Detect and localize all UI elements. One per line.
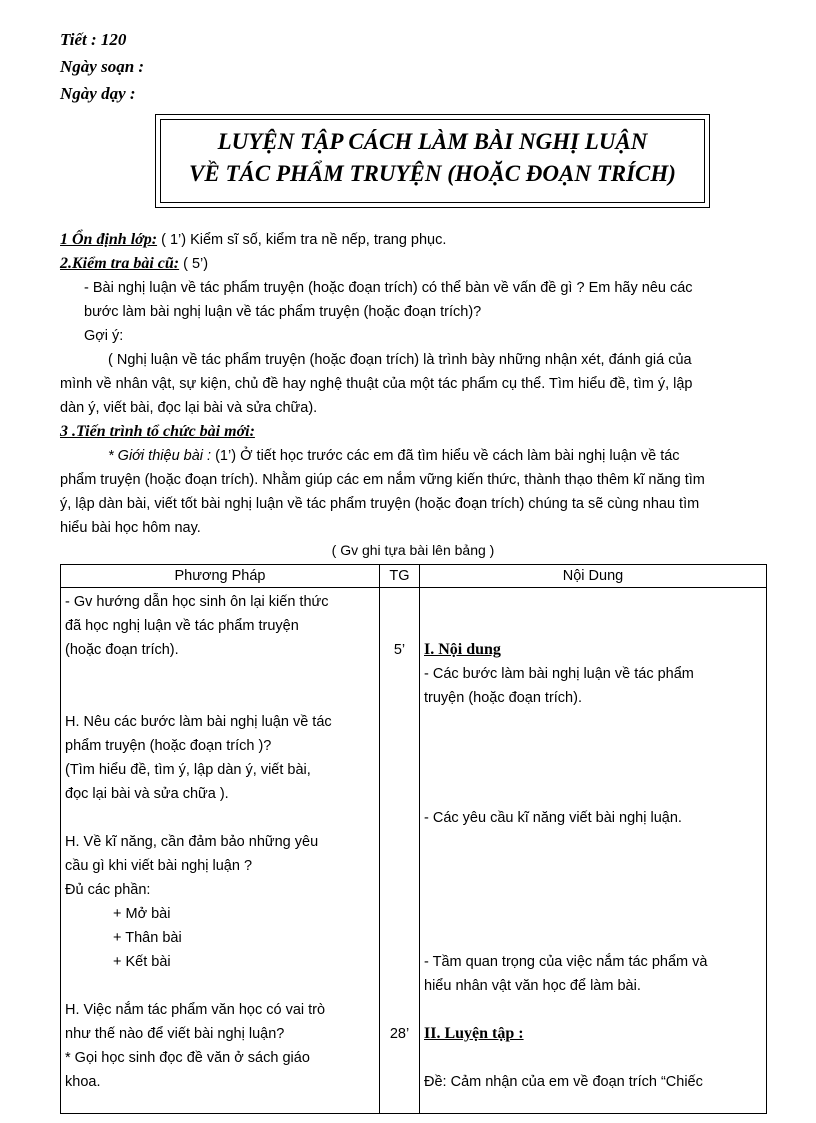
section-2-time: ( 5’) — [179, 256, 209, 272]
time-value-2: 28’ — [389, 1026, 410, 1042]
method-line: + Thân bài — [113, 930, 182, 946]
method-line: * Gọi học sinh đọc đề văn ở sách giáo — [65, 1050, 310, 1066]
teach-date: Ngày dạy : — [60, 84, 136, 103]
title-line-1: LUYỆN TẬP CÁCH LÀM BÀI NGHỊ LUẬN — [217, 129, 648, 154]
method-line: Đủ các phần: — [65, 882, 151, 898]
question-line-2: bước làm bài nghị luận về tác phẩm truyện (hoặc đoạn trích)? — [84, 304, 482, 320]
lesson-table — [60, 564, 767, 1114]
header-content: Nội Dung — [420, 565, 767, 588]
table-header-row — [61, 565, 767, 588]
intro-line-1: (1’) Ở tiết học trước các em đã tìm hiểu về cách làm bài nghị luận về tác — [211, 448, 680, 464]
content-line: truyện (hoặc đoạn trích). — [424, 690, 582, 706]
title-box — [155, 114, 710, 208]
title-line-2: VỀ TÁC PHẨM TRUYỆN (HOẶC ĐOẠN TRÍCH) — [189, 161, 676, 186]
table-body-row — [61, 588, 767, 1114]
answer-line-2: mình về nhân vật, sự kiện, chủ đề hay nghệ thuật của một tác phẩm cụ thể. Tìm hiểu đề, tìm ý, lập — [60, 376, 693, 392]
section-2-heading: 2.Kiểm tra bài cũ: — [60, 255, 180, 272]
table-caption: ( Gv ghi tựa bài lên bảng ) — [331, 542, 495, 558]
prep-date: Ngày soạn : — [60, 57, 145, 76]
method-line: đã học nghị luận về tác phẩm truyện — [65, 618, 299, 634]
section-3-heading: 3 .Tiến trình tổ chức bài mới: — [60, 423, 255, 440]
method-line: đọc lại bài và sửa chữa ). — [65, 786, 229, 802]
content-line: hiểu nhân vật văn học để làm bài. — [424, 978, 641, 994]
method-line: cầu gì khi viết bài nghị luận ? — [65, 858, 253, 874]
method-line — [65, 662, 375, 686]
hint-label: Gợi ý: — [84, 328, 124, 344]
content-line: - Các bước làm bài nghị luận về tác phẩm — [424, 666, 694, 682]
content-line: Đề: Cảm nhận của em về đoạn trích “Chiếc — [424, 1074, 703, 1090]
section-2 — [60, 252, 766, 420]
method-line: + Kết bài — [113, 954, 171, 970]
method-line — [65, 806, 375, 830]
answer-line-3: dàn ý, viết bài, đọc lại bài và sửa chữa). — [60, 400, 318, 416]
method-column — [61, 588, 380, 1114]
answer-line-1: ( Nghị luận về tác phẩm truyện (hoặc đoạn trích) là trình bày những nhận xét, đánh giá của — [108, 352, 692, 368]
content-heading-2: II. Luyện tập : — [424, 1025, 524, 1042]
method-line: (Tìm hiểu đề, tìm ý, lập dàn ý, viết bài, — [65, 762, 311, 778]
time-value-1: 5’ — [393, 642, 406, 658]
intro-line-4: hiểu bài học hôm nay. — [60, 520, 201, 536]
method-line: khoa. — [65, 1074, 101, 1090]
content-heading-1: I. Nội dung — [424, 641, 501, 658]
section-3 — [60, 420, 766, 540]
content-line: - Tầm quan trọng của việc nắm tác phẩm và — [424, 954, 708, 970]
method-line — [65, 974, 375, 998]
method-line: H. Nêu các bước làm bài nghị luận về tác — [65, 714, 332, 730]
header-method: Phương Pháp — [61, 565, 380, 588]
content-column — [420, 588, 767, 1114]
title-box-inner — [160, 119, 705, 203]
lesson-number: Tiết : 120 — [60, 30, 127, 49]
method-line: (hoặc đoạn trích). — [65, 642, 179, 658]
method-line: H. Việc nắm tác phẩm văn học có vai trò — [65, 1002, 326, 1018]
intro-line-3: ý, lập dàn bài, viết tốt bài nghị luận về tác phẩm truyện (hoặc đoạn trích) chúng ta sẽ cùng nhau tìm — [60, 496, 700, 512]
intro-line-2: phẩm truyện (hoặc đoạn trích). Nhằm giúp các em nắm vững kiến thức, thành thạo thêm kĩ năng tìm — [60, 472, 705, 488]
section-1 — [60, 228, 766, 252]
header-time: TG — [380, 565, 420, 588]
method-line: - Gv hướng dẫn học sinh ôn lại kiến thức — [65, 594, 329, 610]
method-line: + Mở bài — [113, 906, 171, 922]
question-line-1: - Bài nghị luận về tác phẩm truyện (hoặc đoạn trích) có thể bàn về vấn đề gì ? Em hãy nêu các — [84, 280, 693, 296]
section-1-heading: 1 Ổn định lớp: — [60, 231, 158, 248]
method-line: như thế nào để viết bài nghị luận? — [65, 1026, 285, 1042]
method-line: phẩm truyện (hoặc đoạn trích )? — [65, 738, 272, 754]
method-line — [65, 686, 375, 710]
method-line: H. Về kĩ năng, cần đảm bảo những yêu — [65, 834, 319, 850]
content-line: - Các yêu cầu kĩ năng viết bài nghị luận. — [424, 810, 682, 826]
section-1-text: ( 1’) Kiểm sĩ số, kiểm tra nề nếp, trang phục. — [157, 232, 447, 248]
intro-label: * Giới thiệu bài : — [108, 448, 212, 464]
time-column — [380, 588, 420, 1114]
